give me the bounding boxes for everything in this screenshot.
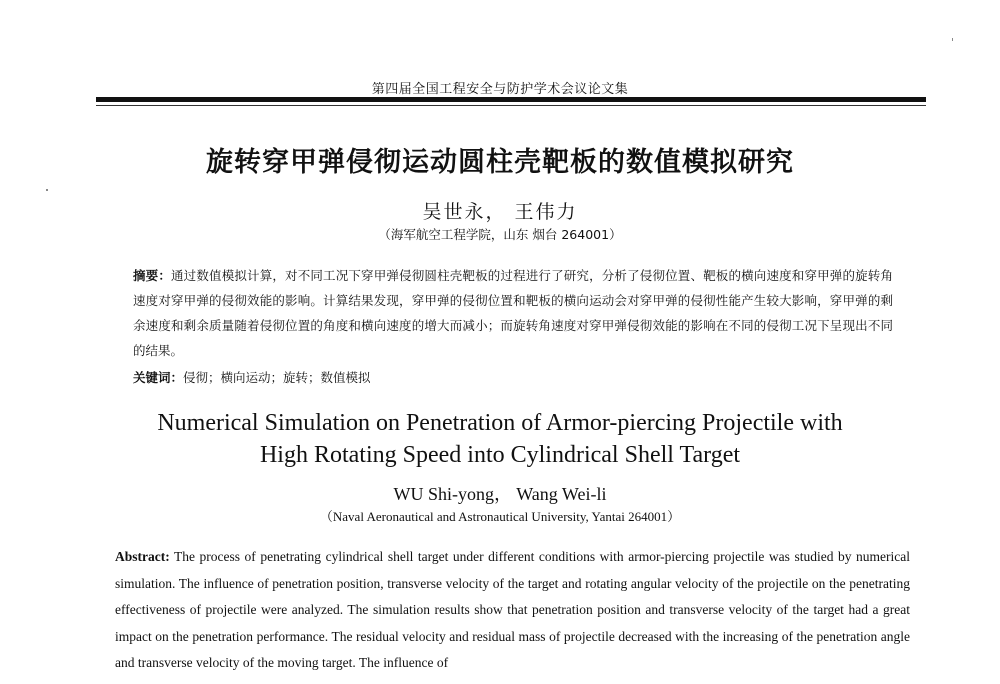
- scan-speck: [952, 38, 953, 41]
- header-rule-thin: [96, 105, 926, 106]
- chinese-abstract-text: 通过数值模拟计算，对不同工况下穿甲弹侵彻圆柱壳靶板的过程进行了研究，分析了侵彻位置、靶板的横向速度和穿甲弹的旋转角速度对穿甲弹的侵彻效能的影响。计算结果发现，穿甲弹的侵彻位置和靶板的横向运动会对穿甲弹的侵彻性能产生较大影响，穿甲弹的剩余速度和剩余质量随着侵彻位置的角度和横向速度的增大而减小；而旋转角速度对穿甲弹侵彻效能的影响在不同的侵彻工况下呈现出不同的结果。: [133, 268, 893, 358]
- chinese-affiliation: （海军航空工程学院，山东 烟台 264001）: [378, 227, 622, 242]
- english-authors: WU Shi-yong， Wang Wei-li: [393, 484, 607, 504]
- scan-speck: [46, 189, 48, 191]
- english-abstract-label: Abstract:: [115, 549, 170, 564]
- chinese-title: 旋转穿甲弹侵彻运动圆柱壳靶板的数值模拟研究: [206, 147, 794, 178]
- english-abstract-text: The process of penetrating cylindrical shell target under different conditions with armor-piercing projectile was studied by numerical simulation. The influence of penetration position, transverse velocity of the target and rotating angular velocity of the projectile on the penetrating effectiveness of projectile were analyzed. The simulation results show that penetration position and transverse velocity of the target had a great impact on the penetration performance. The residual velocity and residual mass of projectile decreased with the increasing of the penetration angle and transverse velocity of the moving target. The influence of: [115, 549, 910, 670]
- english-abstract: [115, 544, 910, 677]
- english-title-line1: Numerical Simulation on Penetration of Armor-piercing Projectile with: [157, 410, 843, 436]
- english-affiliation: （Naval Aeronautical and Astronautical University, Yantai 264001）: [319, 509, 681, 524]
- chinese-keywords-text: 侵彻；横向运动；旋转；数值模拟: [183, 370, 371, 385]
- chinese-keywords-label: 关键词：: [133, 370, 184, 385]
- chinese-abstract: [133, 263, 893, 363]
- chinese-keywords: [133, 368, 893, 386]
- header-rule-thick: [96, 97, 926, 102]
- english-title: [0, 407, 1000, 471]
- english-title-line2: High Rotating Speed into Cylindrical Shell Target: [259, 442, 741, 468]
- chinese-authors: 吴世永， 王伟力: [422, 201, 578, 223]
- chinese-abstract-label: 摘要：: [133, 268, 172, 283]
- proceedings-header: 第四届全国工程安全与防护学术会议论文集: [371, 82, 629, 97]
